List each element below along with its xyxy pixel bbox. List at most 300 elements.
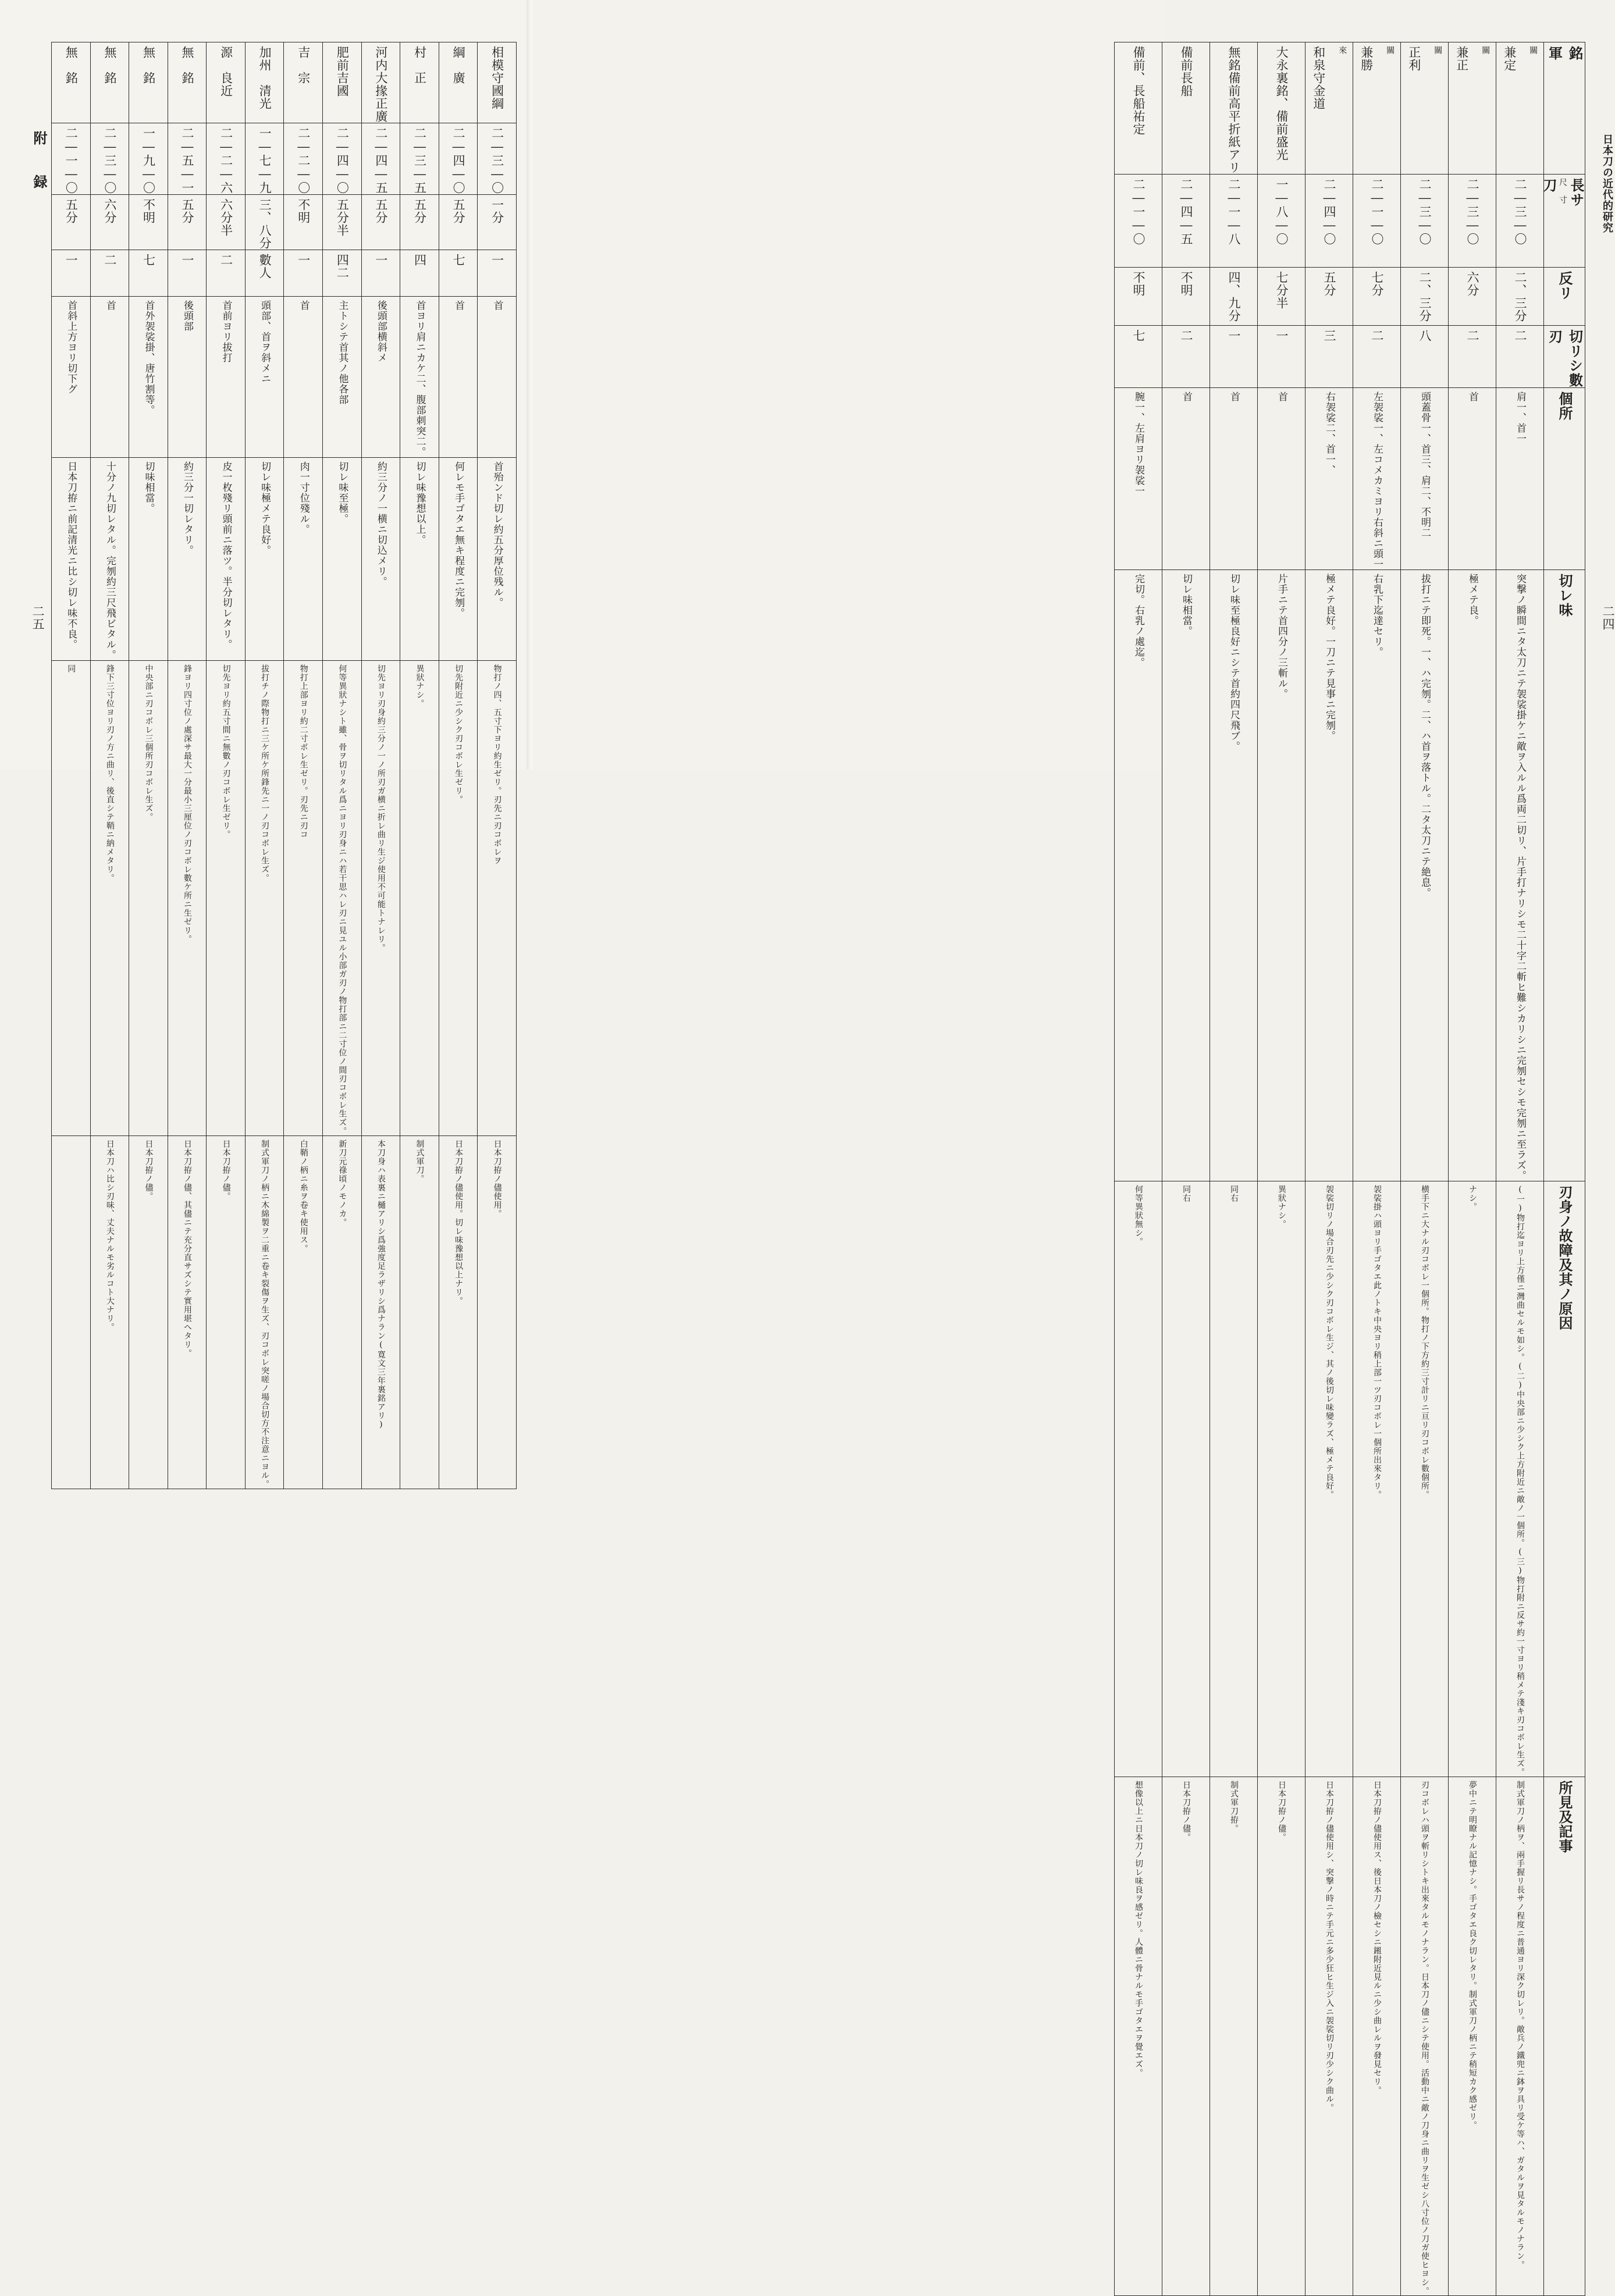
- table-cell: [1115, 175, 1162, 268]
- cell-stack: [1496, 574, 1543, 1181]
- table-cell: [207, 1136, 246, 1489]
- cell-length: 二―三―〇: [1465, 178, 1479, 245]
- cell-stack: [1305, 46, 1353, 174]
- table-cell: [439, 42, 478, 123]
- table-cell: [207, 297, 246, 458]
- cell-remarks: 夢中ニテ明瞭ナル記憶ナシ。手ゴタエ良ク切レタリ。制式軍刀ノ柄ニテ稍短カク感ゼリ。: [1468, 1781, 1477, 2130]
- table-cell: [207, 123, 246, 195]
- cell-sori: 一分: [490, 198, 504, 224]
- cell-damage: 切先ヨリ約五寸間ニ無數ノ刃コボレ生ゼリ。: [221, 664, 231, 839]
- cell-stack: [1401, 1185, 1448, 1777]
- cell-damage: 横手下ニ大ナル刃コボレ一個所。物打ノ下方約三寸計リニ亘リ刃コボレ數個所。: [1420, 1185, 1429, 1499]
- cell-stack: [1210, 1185, 1257, 1777]
- table-cell: [1353, 388, 1401, 570]
- table-cell: [1449, 1181, 1496, 1777]
- table-cell: [1496, 570, 1544, 1181]
- table-cell: [478, 195, 517, 250]
- cell-name: 綱 廣: [451, 46, 466, 84]
- table-cell: [1258, 1777, 1305, 2296]
- header-stack: [1541, 178, 1585, 267]
- cell-remarks: 刃コボレハ頭ヲ斬リシトキ出來タルモノナラン。日本刀ノ儘ニシテ使用。活動中ニ敵ノ刀身ニ曲リヲ生ゼシ八寸位ノ刀ガ使ヒヨシ。: [1420, 1781, 1429, 2295]
- table-cell: [207, 42, 246, 123]
- table-cell: [439, 458, 478, 661]
- cell-remarks: 制式軍刀ノ柄ヲ、兩手握リ長サノ程度ニ普通ヨリ深ク切レリ。敵兵ノ鐵兜ニ鉢ヲ具リ受ケ等ハ、ガタルヲ見タルモノナラン。: [1516, 1781, 1525, 2269]
- cell-stack: [1401, 46, 1448, 174]
- cell-stack: [1449, 46, 1496, 174]
- table-cell: [1258, 326, 1305, 388]
- table-cell: [90, 1136, 129, 1489]
- cell-sharpness: 首殆ンド切レ約五分厚位残ル。: [491, 461, 503, 608]
- cell-stack: [1305, 391, 1353, 569]
- right-band-sori: [1115, 268, 1585, 326]
- cell-remarks: 制式軍刀ノ柄ニ木綿製ヲ二重ニ卷キ裂傷ヲ生ズ、刃コボレ突嗟ノ場合切方不注意ニヨル。: [260, 1140, 270, 1489]
- table-cell: [1115, 1181, 1162, 1777]
- cell-stack: [1496, 46, 1543, 174]
- cell-stack: [1115, 329, 1162, 387]
- table-cell: [1210, 326, 1258, 388]
- cell-name: 無 銘: [64, 46, 79, 84]
- cell-count: 一: [64, 254, 79, 266]
- cell-sori: 不明: [1132, 271, 1146, 297]
- table-cell: [478, 458, 517, 661]
- table-cell: [207, 195, 246, 250]
- running-head: 日本刀の近代的研究: [1601, 134, 1613, 233]
- table-cell: [478, 297, 517, 458]
- page-number-right: 二四: [1601, 605, 1615, 631]
- cell-remarks: 日本刀拵ノ儘。: [221, 1140, 231, 1201]
- table-cell: [323, 42, 362, 123]
- cell-sharpness: 肉一寸位殘ル。: [297, 461, 310, 535]
- table-cell: [323, 195, 362, 250]
- cell-place: 首斜上方ヨリ切下グ: [65, 300, 77, 394]
- table-cell: [1401, 570, 1449, 1181]
- left-band-place: [52, 297, 517, 458]
- cell-stack: [1449, 391, 1496, 569]
- cell-count: 七: [141, 254, 156, 266]
- cell-sori: 四、九分: [1227, 271, 1241, 322]
- table-cell: [1401, 268, 1449, 326]
- table-cell: [1210, 42, 1258, 175]
- cell-stack: [1353, 178, 1400, 267]
- table-cell: [1305, 175, 1353, 268]
- table-cell: [1115, 570, 1162, 1181]
- cell-stack: [1353, 1781, 1400, 2295]
- cell-stack: [1305, 1781, 1353, 2295]
- cell-stack: [1210, 178, 1257, 267]
- cell-damage: 物打ノ四、五寸下ヨリ約生ゼリ。刃先ニ刃コボレヲ: [492, 664, 502, 865]
- right-band-name: [1115, 42, 1585, 175]
- table-cell: [1305, 326, 1353, 388]
- cell-damage: 鋒下三寸位ヨリ刃ノ方ニ曲リ、後直シテ鞘ニ納メタリ。: [105, 664, 115, 882]
- cell-remarks: 日本刀拵ノ儘。: [144, 1140, 154, 1201]
- cell-damage: 切先附近ニ少シク刃コボレ生ゼリ。: [454, 664, 464, 804]
- cell-place: 首: [1180, 391, 1192, 402]
- cell-stack: [1210, 574, 1257, 1181]
- table-cell: [361, 661, 400, 1136]
- cell-place: 頭蓋骨一、首三、肩二、不明二: [1419, 391, 1431, 538]
- table-cell: [1496, 175, 1544, 268]
- cell-name: 村 正: [412, 46, 427, 84]
- cell-stack: [1449, 1185, 1496, 1777]
- cell-length: 二―一―八: [1227, 178, 1241, 245]
- cell-length: 二―二―六: [219, 127, 233, 194]
- cell-stack: [1210, 1781, 1257, 2295]
- cell-length: 二―四―〇: [1322, 178, 1336, 245]
- cell-sharpness: 十分ノ九切レタル。完刎約三尺飛ビタル。: [104, 461, 116, 660]
- cell-remarks: 日本刀拵ノ儘。: [1182, 1781, 1191, 1842]
- header-stack: [1544, 391, 1585, 569]
- table-cell: [323, 297, 362, 458]
- cell-damage: 切先ヨリ刃身約三分ノ一ノ所刃ガ横ニ折レ曲リ生ジ使用不可能トナレリ。: [376, 664, 386, 952]
- cell-damage: 拔打チノ際物打ニ三ケ所ケ所鋒先ニ一ノ刃コボレ生ズ。: [260, 664, 270, 882]
- cell-name: 吉 宗: [296, 46, 311, 84]
- left-band-sori: [52, 195, 517, 250]
- table-cell: [90, 195, 129, 250]
- table-cell: [1258, 268, 1305, 326]
- cell-count: 四: [412, 254, 427, 266]
- cell-damage: 袈裟切リノ場合刃先ニ少シク刃コボレ生ジ、其ノ後切レ味變ラズ、極メテ良好。: [1325, 1185, 1334, 1499]
- cell-sori: 五分半: [335, 198, 350, 237]
- cell-sori: 六分: [102, 198, 117, 224]
- cell-count: 數人: [258, 254, 272, 279]
- cell-stack: [1353, 391, 1400, 569]
- table-cell: [129, 297, 168, 458]
- cell-name: 源 良近: [219, 46, 233, 97]
- table-cell: [1258, 388, 1305, 570]
- page-number-left: 二五: [31, 605, 45, 631]
- cell-length: 一―七―九: [258, 127, 272, 194]
- table-cell: [1401, 1181, 1449, 1777]
- table-cell: [478, 250, 517, 297]
- right-band-place: [1115, 388, 1585, 570]
- cell-stack: [1210, 391, 1257, 569]
- cell-place: 首: [1228, 391, 1240, 402]
- header-length: 長サ: [1568, 178, 1585, 207]
- table-cell: [361, 1136, 400, 1489]
- header-stack: [1544, 574, 1585, 1181]
- cell-stack: [1401, 1781, 1448, 2295]
- cell-stack: [1401, 391, 1448, 569]
- table-cell: [168, 1136, 207, 1489]
- cell-sharpness: 拔打ニテ即死。一、ハ完刎。二、ハ首ヲ落トル。二タ太刀ニテ絶息。: [1419, 574, 1431, 898]
- cell-damage: 袈裟掛ハ頭ヨリ手ゴタエ此ノトキ中央ヨリ稍上部一ツ刃コボレ一個所出來タリ。: [1372, 1185, 1382, 1499]
- table-cell: [1305, 268, 1353, 326]
- table-cell: [1210, 1777, 1258, 2296]
- header-cell-damage: [1544, 1181, 1585, 1777]
- cell-name: 無銘備前高平折紙アリ: [1227, 46, 1241, 174]
- table-cell: [439, 250, 478, 297]
- cell-length: 二―一―〇: [64, 127, 79, 194]
- appendix-label: 附 録: [31, 131, 48, 189]
- table-cell: [129, 1136, 168, 1489]
- table-cell: [1162, 175, 1210, 268]
- table-cell: [1305, 570, 1353, 1181]
- right-band-sharpness: [1115, 570, 1585, 1181]
- table-cell: [1401, 1777, 1449, 2296]
- cell-stack: [1305, 329, 1353, 387]
- table-cell: [90, 42, 129, 123]
- cell-sori: 五分: [1322, 271, 1336, 297]
- cell-stack: [1162, 1185, 1210, 1777]
- cell-length: 二―三―五: [412, 127, 427, 194]
- cell-length: 二―三―〇: [1418, 178, 1432, 245]
- cell-stack: [1401, 574, 1448, 1181]
- cell-sharpness: 切レ味至極。: [336, 461, 348, 524]
- table-cell: [245, 458, 284, 661]
- table-cell: [168, 250, 207, 297]
- cell-stack: [1496, 1185, 1543, 1777]
- table-cell: [1258, 42, 1305, 175]
- cell-sharpness: 約三分一切レタリ。: [182, 461, 194, 556]
- cell-name: 無 銘: [141, 46, 156, 84]
- cell-place: 頭部、首ヲ斜メニ: [259, 300, 271, 384]
- cell-sori: 六分半: [219, 198, 233, 237]
- table-cell: [1496, 1181, 1544, 1777]
- table-cell: [284, 42, 323, 123]
- cell-stack: [1496, 329, 1543, 387]
- header-stack: [1544, 1185, 1585, 1777]
- cell-remarks: 日本刀拵ノ儘、其儘ニテ充分直サズシテ實用堪ヘタリ。: [183, 1140, 193, 1358]
- table-cell: [90, 297, 129, 458]
- cell-stack: [1305, 574, 1353, 1181]
- table-cell: [361, 250, 400, 297]
- table-cell: [1449, 42, 1496, 175]
- cell-sharpness: 切レ味豫想以上。: [414, 461, 426, 545]
- cell-sori: 五分: [451, 198, 466, 224]
- table-cell: [361, 297, 400, 458]
- cell-length: 二―三―〇: [1513, 178, 1527, 245]
- cell-remarks: 制式軍刀拵。: [1229, 1781, 1239, 1833]
- cell-name: 正利: [1407, 46, 1421, 72]
- cell-stack: [1449, 574, 1496, 1181]
- cell-name: 和泉守金道: [1311, 46, 1326, 110]
- cell-sharpness: 切レ味相當。: [1180, 574, 1192, 636]
- table-cell: [245, 250, 284, 297]
- cell-stack: [1449, 329, 1496, 387]
- cell-place: 首ヨリ肩ニカケ二、腹部刺突二。: [414, 300, 426, 457]
- cell-count: 一: [373, 254, 388, 266]
- cell-damage: 物打上部ヨリ約二寸ボレ生ゼリ。刃先ニ刃コ: [298, 664, 308, 839]
- right-band-damage: [1115, 1181, 1585, 1777]
- cell-length: 二―四―〇: [451, 127, 466, 194]
- table-cell: [168, 123, 207, 195]
- cell-length: 一―八―〇: [1275, 178, 1289, 245]
- table-cell: [284, 661, 323, 1136]
- cell-count: 七: [451, 254, 466, 266]
- cell-stack: [1258, 574, 1305, 1181]
- cell-sori: 二、三分: [1513, 271, 1527, 322]
- table-cell: [1401, 326, 1449, 388]
- cell-sharpness: 皮一枚殘リ頭前ニ落ツ。半分切レタリ。: [220, 461, 232, 650]
- table-cell: [1496, 1777, 1544, 2296]
- table-cell: [1115, 42, 1162, 175]
- table-cell: [1449, 175, 1496, 268]
- table-cell: [1353, 1181, 1401, 1777]
- cell-remarks: 日本刀拵ノ儘。: [1277, 1781, 1286, 1842]
- cell-sori: 五分: [412, 198, 427, 224]
- cell-stack: [1401, 329, 1448, 387]
- table-cell: [1162, 570, 1210, 1181]
- cell-sharpness: 日本刀拵ニ前記清光ニ比シ切レ味不良。: [65, 461, 77, 650]
- table-cell: [284, 297, 323, 458]
- left-page: [0, 0, 532, 1489]
- cell-stack: [1162, 178, 1210, 267]
- table-cell: [1353, 175, 1401, 268]
- cell-count: 一: [180, 254, 195, 266]
- cell-sori: 五分: [180, 198, 195, 224]
- table-cell: [168, 195, 207, 250]
- table-cell: [52, 42, 91, 123]
- cell-sori: 六分: [1465, 271, 1479, 297]
- table-cell: [245, 195, 284, 250]
- table-cell: [168, 297, 207, 458]
- cell-stack: [1305, 178, 1353, 267]
- cell-sharpness: 完切。右乳ノ處迄。: [1133, 574, 1144, 668]
- cell-stack: [1162, 271, 1210, 325]
- cell-remarks: 日本刀ハ比シ刃味、丈夫ナルモ劣ルコト大ナリ。: [105, 1140, 115, 1332]
- table-cell: [1449, 570, 1496, 1181]
- cell-stack: [1115, 391, 1162, 569]
- table-cell: [1210, 388, 1258, 570]
- cell-name: 無 銘: [102, 46, 117, 84]
- cell-damage: 中央部ニ刃コボレ三個所刃コボレ生ズ。: [144, 664, 154, 821]
- table-cell: [1401, 388, 1449, 570]
- table-cell: [1401, 42, 1449, 175]
- cell-remarks: 白鞘ノ柄ニ糸ヲ卷キ使用ス。: [298, 1140, 308, 1253]
- cell-stack: [1162, 46, 1210, 174]
- cell-length: 二―一―〇: [1132, 178, 1146, 245]
- cell-stack: [1258, 271, 1305, 325]
- header-stack: [1544, 46, 1585, 174]
- header-cell-place: [1544, 388, 1585, 570]
- table-cell: [129, 42, 168, 123]
- left-band-count: [52, 250, 517, 297]
- header-cell-sharpness: [1544, 570, 1585, 1181]
- cell-length: 二―四―五: [373, 127, 388, 194]
- cell-place: 首: [491, 300, 503, 311]
- table-cell: [1210, 570, 1258, 1181]
- table-cell: [1115, 326, 1162, 388]
- cell-damage: 何等異狀無シ。: [1134, 1185, 1143, 1246]
- cell-damage: 異狀ナシ。: [415, 664, 425, 708]
- table-cell: [400, 195, 439, 250]
- cell-stack: [1401, 178, 1448, 267]
- header-title-gun: 軍: [1546, 46, 1563, 60]
- cell-length: 二―四―〇: [335, 127, 350, 194]
- cell-stack: [1115, 271, 1162, 325]
- cell-name: 備前長船: [1179, 46, 1193, 97]
- header-sharpness: 切レ味: [1556, 574, 1573, 617]
- cell-sori: 不明: [141, 198, 156, 224]
- table-cell: [361, 123, 400, 195]
- table-cell: [1353, 268, 1401, 326]
- cell-place: 肩一、首一: [1514, 391, 1526, 444]
- cell-count: 二: [1513, 329, 1527, 342]
- cell-place: 首: [1276, 391, 1287, 402]
- maker-prefix: 關: [1433, 46, 1443, 55]
- table-cell: [1449, 388, 1496, 570]
- header-damage: 刃身ノ故障及其ノ原因: [1556, 1185, 1573, 1330]
- table-cell: [478, 661, 517, 1136]
- cell-stack: [1210, 271, 1257, 325]
- table-cell: [323, 123, 362, 195]
- right-band-length: [1115, 175, 1585, 268]
- cell-place: 首外袈裟掛、唐竹割等。: [143, 300, 155, 415]
- table-cell: [207, 250, 246, 297]
- table-cell: [323, 250, 362, 297]
- table-cell: [1162, 268, 1210, 326]
- cell-stack: [1258, 46, 1305, 174]
- cell-stack: [1496, 1781, 1543, 2295]
- left-sword-table: [51, 42, 517, 1489]
- cell-damage: 何等異狀ナシト雖、骨ヲ切リタル爲ニヨリ刃身ニハ若干思ハレ刃ニ見ユル小部ガ刃ノ物打部ニ二寸位ノ間刃コボレ生ズ。: [337, 664, 347, 1135]
- cell-stack: [1401, 271, 1448, 325]
- right-band-remarks: [1115, 1777, 1585, 2296]
- cell-stack: [1115, 1781, 1162, 2295]
- table-cell: [1210, 268, 1258, 326]
- cell-stack: [1496, 271, 1543, 325]
- cell-count: 八: [1418, 329, 1432, 342]
- cell-sori: 五分: [373, 198, 388, 224]
- cell-sharpness: 切レ味極メテ良好。: [259, 461, 271, 556]
- table-cell: [1115, 388, 1162, 570]
- cell-damage: 異狀ナシ。: [1277, 1185, 1286, 1229]
- table-cell: [52, 250, 91, 297]
- table-cell: [90, 250, 129, 297]
- table-cell: [1353, 42, 1401, 175]
- cell-sharpness: 切レ味至極良好ニシテ首約四尺飛ブ。: [1228, 574, 1240, 752]
- table-cell: [1210, 175, 1258, 268]
- cell-remarks: 日本刀拵ノ儘使用ス、後日本刀ノ檢セシニ鎺附近見ルニ少シ曲レルヲ發見セリ。: [1372, 1781, 1382, 2095]
- cell-place: 首: [104, 300, 116, 311]
- cell-stack: [1162, 574, 1210, 1181]
- cell-stack: [1305, 1185, 1353, 1777]
- cell-sori: 七分半: [1275, 271, 1289, 309]
- table-cell: [323, 1136, 362, 1489]
- table-cell: [284, 195, 323, 250]
- cell-sharpness: 約三分ノ一横ニ切込メリ。: [375, 461, 387, 587]
- cell-name: 大永裏銘、備前盛光: [1275, 46, 1289, 161]
- table-cell: [284, 1136, 323, 1489]
- table-cell: [1162, 1181, 1210, 1777]
- cell-length: 二―一―〇: [1370, 178, 1384, 245]
- left-band-length: [52, 123, 517, 195]
- cell-damage: ナシ。: [1468, 1185, 1477, 1211]
- table-cell: [245, 1136, 284, 1489]
- header-cell-count: [1544, 326, 1585, 388]
- table-cell: [245, 661, 284, 1136]
- cell-damage: 同右: [1182, 1185, 1191, 1202]
- cell-place: 首: [453, 300, 465, 311]
- table-cell: [478, 1136, 517, 1489]
- cell-remarks: 日本刀拵ノ儘使用シ、突撃ノ時ニテ手元ニ多少狂ヒ生ジ入ニ袈裟切リ刃少シク曲ル。: [1325, 1781, 1334, 2112]
- table-cell: [1449, 268, 1496, 326]
- cell-count: 一: [490, 254, 504, 266]
- cell-stack: [1449, 271, 1496, 325]
- left-band-sharpness: [52, 458, 517, 661]
- cell-stack: [1162, 391, 1210, 569]
- header-title-ha: 刃: [1546, 329, 1563, 344]
- header-remarks: 所見及記事: [1556, 1781, 1573, 1853]
- cell-damage: 同右: [1229, 1185, 1239, 1202]
- maker-prefix: 關: [1385, 46, 1395, 55]
- table-cell: [168, 458, 207, 661]
- table-cell: [1162, 326, 1210, 388]
- cell-stack: [1162, 1781, 1210, 2295]
- table-cell: [323, 458, 362, 661]
- maker-prefix: 來: [1337, 46, 1347, 55]
- table-cell: [52, 297, 91, 458]
